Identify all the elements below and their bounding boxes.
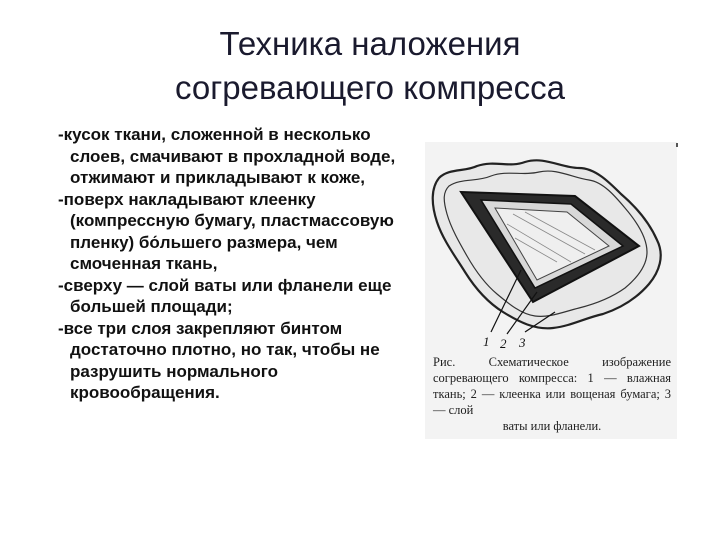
compress-figure [425,142,677,439]
list-item: -кусок ткани, сложенной в несколько слоев, смачивают в прохладной воде, отжимают и прикладывают к коже, [58,125,396,187]
label-2: 2 [500,336,507,351]
list-item: -все три слоя закрепляют бинтом достаточно плотно, но так, чтобы не разрушить нормального кровообращения. [58,318,380,402]
slide-title [90,22,650,110]
title-line-2: согревающего компресса [175,69,565,106]
caption-part-1: Рис. Схематическое изображение согревающего компресса: 1 — влажная ткань; 2 — клеенка или вощеная бумага; 3 — слой [433,355,671,417]
label-3: 3 [519,335,526,350]
caption-part-2: ваты или фланели. [502,419,602,433]
title-line-1: Техника наложения [219,25,521,62]
label-1: 1 [483,334,490,349]
compress-illustration [425,142,677,352]
list-item: -поверх накладывают клеенку (компрессную бумагу, пластмассовую пленку) бо́льшего размера, чем смоченная ткань, [58,189,394,273]
list-item: -сверху — слой ваты или фланели еще большей площади; [58,275,392,316]
instruction-list [58,124,418,404]
divider-mark [676,143,678,147]
figure-caption [433,354,671,434]
